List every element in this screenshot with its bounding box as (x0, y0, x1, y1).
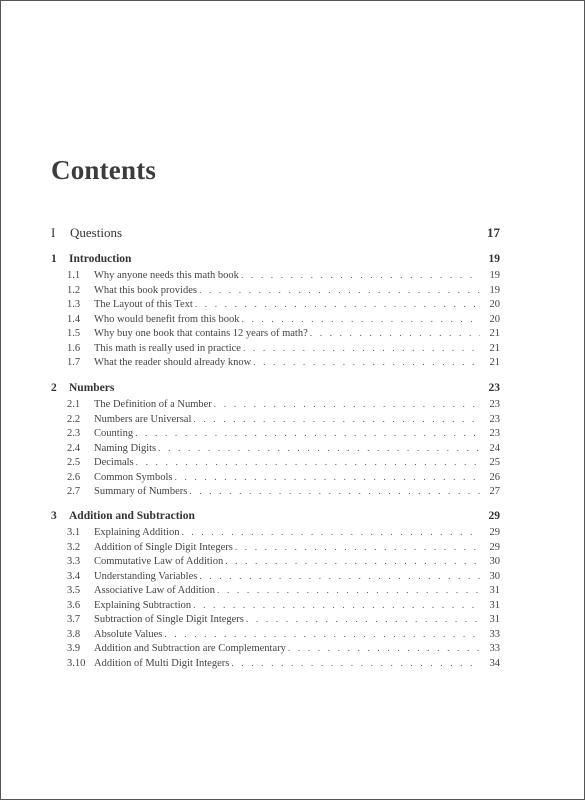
section-page-number: 34 (489, 657, 500, 669)
toc-section-entry[interactable] (51, 556, 500, 571)
section-page-number: 25 (489, 457, 500, 468)
section-number: 1.6 (67, 342, 81, 354)
section-title: The Definition of a Number (94, 399, 212, 410)
chapter-number: 3 (51, 510, 57, 522)
dot-leader (195, 300, 480, 310)
toc-section-entry[interactable] (51, 285, 500, 300)
section-number: 2.5 (67, 457, 81, 468)
section-page-number: 30 (489, 570, 500, 582)
section-page-number: 19 (489, 284, 500, 296)
section-title: Absolute Values (94, 628, 163, 640)
dot-leader (310, 329, 480, 339)
chapter-title: Introduction (69, 253, 132, 265)
toc-chapter-introduction (51, 253, 500, 372)
section-title: Addition of Single Digit Integers (94, 541, 233, 553)
section-page-number: 29 (489, 527, 500, 538)
section-page-number: 30 (489, 556, 500, 567)
section-number: 2.6 (67, 471, 81, 483)
dot-leader (246, 615, 480, 625)
section-number: 2.3 (67, 428, 81, 439)
section-page-number: 20 (489, 313, 500, 325)
toc-section-entry[interactable] (51, 414, 500, 429)
section-page-number: 23 (489, 428, 500, 439)
dot-leader (158, 444, 480, 454)
toc-chapter-addition-and-subtraction (51, 510, 500, 672)
section-number: 3.10 (67, 657, 86, 669)
section-page-number: 33 (489, 628, 500, 640)
section-page-number: 27 (489, 486, 500, 497)
section-number: 3.5 (67, 585, 81, 596)
dot-leader (181, 528, 480, 538)
section-number: 1.5 (67, 328, 81, 339)
toc-section-entry[interactable] (51, 399, 500, 414)
section-page-number: 33 (489, 643, 500, 654)
toc-section-entry[interactable] (51, 299, 500, 314)
dot-leader (136, 458, 480, 468)
chapter-page-number: 19 (488, 253, 500, 265)
section-title: Addition and Subtraction are Complementary (94, 643, 286, 654)
toc-chapter-numbers (51, 382, 500, 501)
section-number: 3.1 (67, 527, 81, 538)
toc-section-entry[interactable] (51, 328, 500, 343)
chapter-heading[interactable] (51, 382, 500, 396)
part-page-number: 17 (487, 225, 500, 240)
dot-leader (235, 543, 480, 553)
section-title: The Layout of this Text (94, 299, 193, 310)
toc-part-entry[interactable] (51, 225, 500, 243)
section-number: 3.3 (67, 556, 81, 567)
section-list (51, 399, 500, 501)
dot-leader (242, 315, 480, 325)
dot-leader (241, 271, 480, 281)
toc-section-entry[interactable] (51, 428, 500, 443)
section-page-number: 29 (489, 541, 500, 553)
section-title: Commutative Law of Addition (94, 556, 224, 567)
section-page-number: 19 (489, 270, 500, 281)
section-number: 3.7 (67, 614, 81, 625)
section-number: 3.6 (67, 599, 81, 611)
toc-section-entry[interactable] (51, 643, 500, 658)
section-number: 1.4 (67, 313, 81, 325)
section-page-number: 23 (489, 413, 500, 425)
toc-section-entry[interactable] (51, 443, 500, 458)
section-number: 1.3 (67, 299, 81, 310)
section-page-number: 21 (489, 328, 500, 339)
dot-leader (199, 286, 480, 296)
section-number: 2.2 (67, 413, 81, 425)
toc-section-entry[interactable] (51, 486, 500, 501)
chapter-title: Numbers (69, 382, 115, 394)
toc-section-entry[interactable] (51, 343, 500, 358)
dot-leader (253, 358, 480, 368)
section-page-number: 26 (489, 471, 500, 483)
chapter-number: 1 (51, 253, 57, 265)
toc-section-entry[interactable] (51, 472, 500, 487)
dot-leader (164, 630, 480, 640)
section-number: 1.1 (67, 270, 81, 281)
part-number: I (51, 225, 56, 240)
section-title: Explaining Subtraction (94, 599, 192, 611)
dot-leader (193, 415, 480, 425)
toc-section-entry[interactable] (51, 357, 500, 372)
section-title: Counting (94, 428, 134, 439)
section-page-number: 31 (489, 599, 500, 611)
section-title: Why buy one book that contains 12 years of math? (94, 328, 308, 339)
toc-section-entry[interactable] (51, 658, 500, 673)
section-list (51, 527, 500, 672)
section-page-number: 31 (489, 614, 500, 625)
section-title: Subtraction of Single Digit Integers (94, 614, 244, 625)
toc-section-entry[interactable] (51, 600, 500, 615)
part-title: Questions (70, 225, 122, 240)
toc-section-entry[interactable] (51, 527, 500, 542)
section-title: Numbers are Universal (94, 413, 192, 425)
dot-leader (189, 487, 480, 497)
section-title: Understanding Variables (94, 570, 198, 582)
section-title: Why anyone needs this math book (94, 270, 239, 281)
section-number: 3.4 (67, 570, 81, 582)
toc-section-entry[interactable] (51, 542, 500, 557)
section-list (51, 270, 500, 372)
dot-leader (231, 659, 480, 669)
section-title: Common Symbols (94, 471, 173, 483)
dot-leader (288, 644, 480, 654)
dot-leader (214, 400, 480, 410)
toc-section-entry[interactable] (51, 270, 500, 285)
section-number: 3.8 (67, 628, 81, 640)
toc-section-entry[interactable] (51, 585, 500, 600)
section-page-number: 21 (489, 342, 500, 354)
toc-section-entry[interactable] (51, 629, 500, 644)
toc-section-entry[interactable] (51, 571, 500, 586)
section-number: 1.2 (67, 284, 81, 296)
section-title: Who would benefit from this book (94, 313, 240, 325)
section-title: Decimals (94, 457, 134, 468)
section-number: 3.2 (67, 541, 81, 553)
section-title: Summary of Numbers (94, 486, 188, 497)
toc-section-entry[interactable] (51, 457, 500, 472)
section-title: What this book provides (94, 284, 197, 296)
dot-leader (217, 586, 480, 596)
chapter-heading[interactable] (51, 253, 500, 267)
section-page-number: 20 (489, 299, 500, 310)
section-page-number: 23 (489, 399, 500, 410)
dot-leader (193, 601, 480, 611)
section-number: 2.7 (67, 486, 81, 497)
chapter-number: 2 (51, 382, 57, 394)
dot-leader (199, 572, 480, 582)
dot-leader (225, 557, 480, 567)
toc-section-entry[interactable] (51, 314, 500, 329)
toc-section-entry[interactable] (51, 614, 500, 629)
section-number: 2.4 (67, 442, 81, 454)
dot-leader (174, 473, 480, 483)
section-title: Explaining Addition (94, 527, 180, 538)
section-number: 3.9 (67, 643, 81, 654)
dot-leader (135, 429, 480, 439)
section-number: 1.7 (67, 357, 81, 368)
section-title: What the reader should already know (94, 357, 252, 368)
section-page-number: 21 (489, 357, 500, 368)
section-title: This math is really used in practice (94, 342, 241, 354)
chapter-heading[interactable] (51, 510, 500, 524)
chapter-title: Addition and Subtraction (69, 510, 195, 522)
section-title: Addition of Multi Digit Integers (94, 657, 230, 669)
chapter-page-number: 29 (488, 510, 500, 522)
page-title: Contents (51, 155, 157, 185)
section-page-number: 24 (489, 442, 500, 454)
section-number: 2.1 (67, 399, 81, 410)
section-page-number: 31 (489, 585, 500, 596)
section-title: Associative Law of Addition (94, 585, 216, 596)
chapter-page-number: 23 (488, 382, 500, 394)
dot-leader (243, 344, 480, 354)
section-title: Naming Digits (94, 442, 157, 454)
